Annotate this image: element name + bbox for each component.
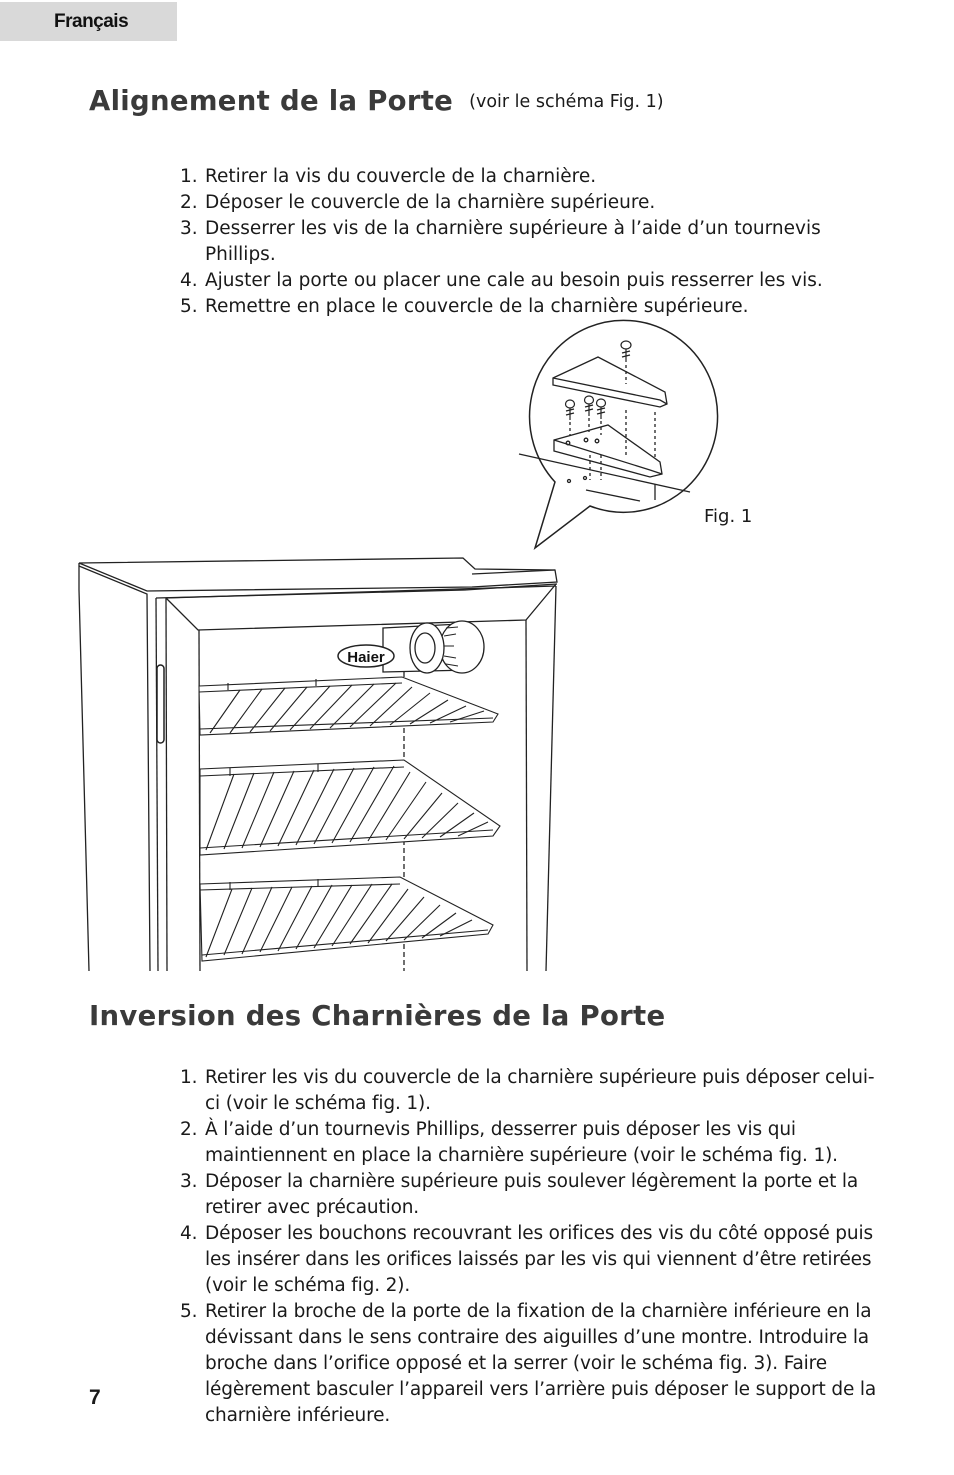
step-text: Remettre en place le couvercle de la charnière supérieure.: [205, 296, 749, 317]
step-number: 4.: [180, 270, 198, 291]
list-item: [180, 1065, 880, 1117]
list-item: [180, 1117, 880, 1169]
step-text: Déposer la charnière supérieure puis soulever légèrement la porte et la retirer avec précaution.: [205, 1171, 859, 1218]
wire-shelf: [200, 760, 500, 855]
step-number: 5.: [180, 296, 198, 317]
alignment-subtitle: (voir le schéma Fig. 1): [469, 92, 664, 112]
list-item: [180, 1221, 880, 1299]
step-text: Déposer le couvercle de la charnière supérieure.: [205, 192, 656, 213]
haier-logo-text: Haier: [347, 649, 385, 666]
list-item: [180, 1299, 880, 1429]
list-item: [180, 1169, 880, 1221]
language-tab: Français: [0, 2, 177, 41]
step-text: Déposer les bouchons recouvrant les orifices des vis du côté opposé puis les insérer dans les orifices laissés par les vis qui viennent d’être retirées (voir le schéma fig. 2).: [205, 1223, 873, 1296]
step-text: Retirer la vis du couvercle de la charnière.: [205, 166, 597, 187]
step-number: 4.: [180, 1223, 198, 1244]
step-number: 3.: [180, 1171, 198, 1192]
haier-logo: [338, 645, 394, 667]
thermostat-dial-icon: [383, 621, 484, 673]
step-text: Retirer la broche de la porte de la fixation de la charnière inférieure en la dévissant dans le sens contraire des aiguilles d’une montre. Introduire la broche dans l’orifice opposé et la serrer (voir le schéma fig. 3). Faire légèrement basculer l’appareil vers l’arrière puis déposer le support de la charnière inférieure.: [205, 1301, 877, 1426]
step-text: À l’aide d’un tournevis Phillips, desserrer puis déposer les vis qui maintiennent en place la charnière supérieure (voir le schéma fig. 1).: [205, 1119, 838, 1166]
inversion-steps-list: [180, 1065, 880, 1429]
hinge-callout-bubble: [530, 320, 718, 548]
step-text: Desserrer les vis de la charnière supérieure à l’aide d’un tournevis Phillips.: [205, 218, 821, 265]
step-number: 1.: [180, 166, 198, 187]
wire-shelf: [200, 877, 493, 961]
step-text: Ajuster la porte ou placer une cale au besoin puis resserrer les vis.: [205, 270, 823, 291]
wire-shelf: [199, 677, 498, 735]
beverage-center-drawing: [79, 558, 557, 971]
section-title-inversion: Inversion des Charnières de la Porte: [89, 1000, 666, 1032]
alignment-title-text: Alignement de la Porte: [89, 85, 454, 117]
page-number: 7: [89, 1386, 101, 1409]
step-number: 5.: [180, 1301, 198, 1322]
step-number: 3.: [180, 218, 198, 239]
step-number: 2.: [180, 1119, 198, 1140]
step-number: 2.: [180, 192, 198, 213]
figure-label: Fig. 1: [704, 506, 753, 527]
step-number: 1.: [180, 1067, 198, 1088]
step-text: Retirer les vis du couvercle de la charnière supérieure puis déposer celui-ci (voir le schéma fig. 1).: [205, 1067, 875, 1114]
